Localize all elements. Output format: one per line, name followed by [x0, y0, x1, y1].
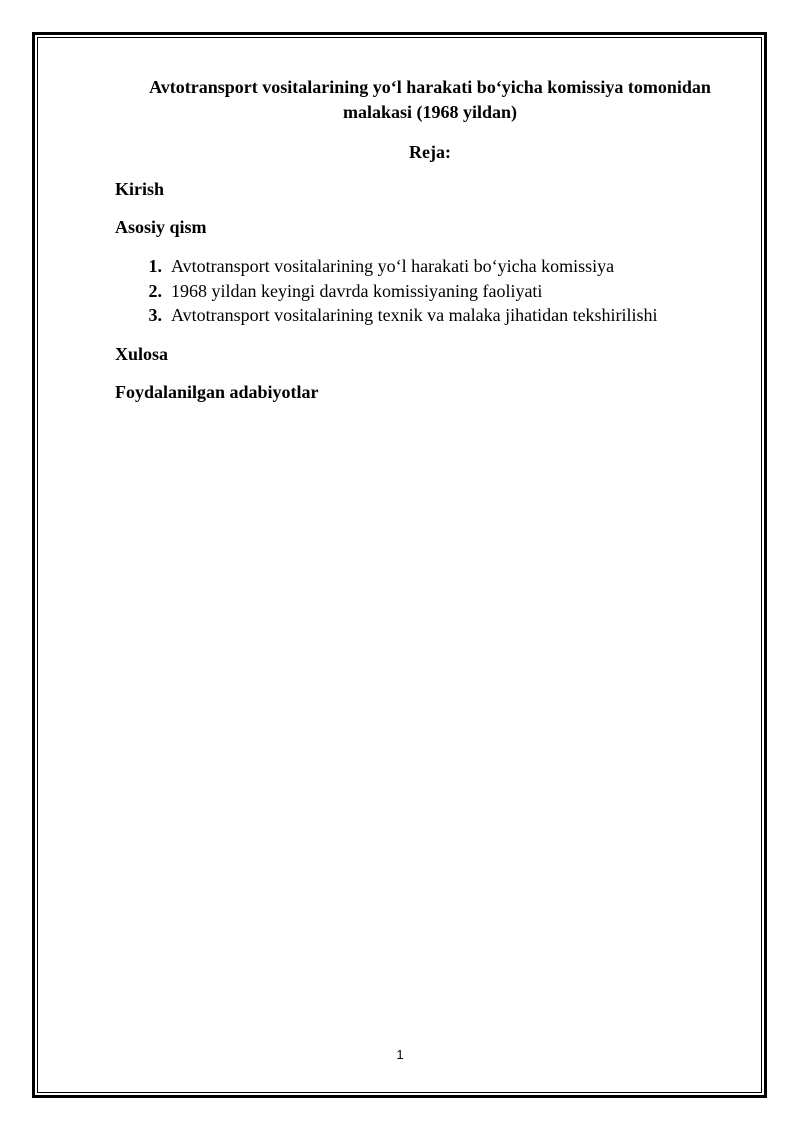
- list-item-number: 3.: [148, 305, 162, 325]
- list-item-number: 2.: [148, 280, 162, 301]
- section-main-part: Asosiy qism: [115, 217, 207, 237]
- section-conclusion: Xulosa: [115, 344, 169, 364]
- list-item-text: Avtotransport vositalarining texnik va malaka jihatidan tekshirilishi: [171, 305, 658, 325]
- list-item-text: 1968 yildan keyingi davrda komissiyaning faoliyati: [171, 280, 543, 301]
- list-item-number: 1.: [148, 256, 162, 276]
- page-number: 1: [396, 1047, 404, 1062]
- list-item: [115, 303, 658, 328]
- list-item: [115, 254, 658, 279]
- list-item: [115, 279, 658, 304]
- list-item-text: Avtotransport vositalarining yo‘l harakati bo‘yicha komissiya: [171, 256, 615, 276]
- plan-heading: Reja:: [409, 142, 451, 162]
- section-intro: Kirish: [115, 179, 165, 199]
- plan-list: [115, 254, 658, 328]
- document-title: Avtotransport vositalarining yo‘l harakati bo‘yicha komissiya tomonidan malakasi (1968 yildan): [149, 77, 711, 122]
- section-references: Foydalanilgan adabiyotlar: [115, 382, 319, 402]
